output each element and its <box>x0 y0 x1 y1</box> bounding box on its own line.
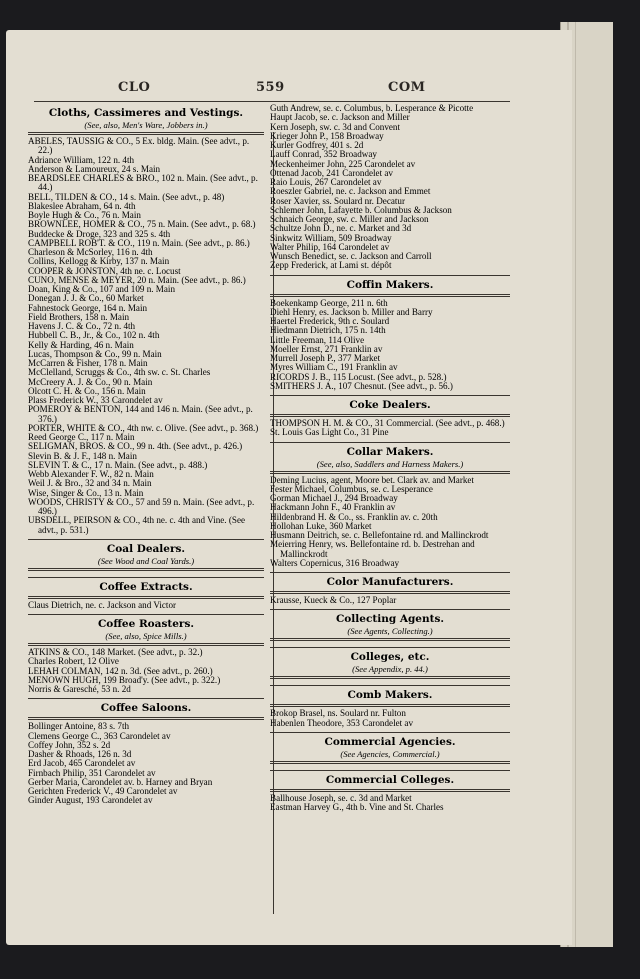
directory-entry: Gerber Maria, Carondelet av. b. Harney and Bryan <box>28 776 213 787</box>
directory-entry: Raio Louis, 267 Carondelet av <box>270 177 382 187</box>
directory-entry: Bollinger Antoine, 83 s. 7th <box>28 721 130 732</box>
section-title: Colleges, etc. <box>350 651 430 664</box>
directory-entry: Habenlen Theodore, 353 Carondelet av <box>270 717 414 728</box>
section-title: Coke Dealers. <box>349 399 431 411</box>
directory-entry: MENOWN HUGH, 199 Broad'y. (See advt., p. 322.) <box>28 674 221 685</box>
directory-entry: Murrell Joseph P., 377 Market <box>270 353 381 363</box>
section-rule <box>270 572 510 573</box>
directory-entry: Krausse, Kueck & Co., 127 Poplar <box>270 595 397 605</box>
directory-entry: Erd Jacob, 465 Carondelet av <box>28 758 136 769</box>
section-comb-makers <box>270 685 510 730</box>
section-double-rule <box>270 761 510 764</box>
directory-entry: Diehl Henry, es. Jackson b. Miller and Barry <box>270 306 433 317</box>
section-title: Coffee Roasters. <box>97 618 195 630</box>
header-left-guide: CLO <box>118 80 151 95</box>
directory-entry: COOPER & JONSTON, 4th ne. c. Locust <box>28 265 181 276</box>
directory-entry: Slevin B. & J. F., 148 n. Main <box>28 450 137 461</box>
section-title: Commercial Agencies. <box>324 735 456 748</box>
section-commercial-agencies <box>270 732 510 768</box>
directory-entry: McCarren & Fisher, 178 n. Main <box>28 358 148 368</box>
directory-entry: Ottenad Jacob, 241 Carondelet av <box>270 167 393 178</box>
directory-entry: RICORDS J. B., 115 Locust. (See advt., p. 528.) <box>270 371 447 382</box>
directory-entry: Myres William C., 191 Franklin av <box>270 362 398 373</box>
directory-entry: Walter Philip, 164 Carondelet av <box>270 241 390 252</box>
directory-entry: Blakeslee Abraham, 64 n. 4th <box>28 200 136 211</box>
section-double-rule <box>270 591 510 594</box>
section-coffin-makers <box>270 275 510 394</box>
directory-entry: Husmann Deitrich, se. c. Bellefontaine rd. and Mallinckrodt <box>270 530 489 540</box>
directory-entry: ATKINS & CO., 148 Market. (See advt., p. 32.) <box>28 647 203 657</box>
section-double-rule <box>270 414 510 417</box>
directory-entry: Boyle Hugh & Co., 76 n. Main <box>28 210 141 220</box>
directory-entry: Meckenheimer John, 225 Carondelet av <box>270 158 416 169</box>
section-rule <box>270 442 510 443</box>
directory-entry: Gorman Michael J., 294 Broadway <box>270 493 398 503</box>
directory-entry: Sinkwitz William, 509 Broadway <box>270 232 392 243</box>
section-coffee-saloons <box>28 698 264 807</box>
section-rule <box>270 609 510 610</box>
directory-entry: Moeller Ernst, 271 Franklin av <box>270 343 383 354</box>
directory-entry: SMITHERS J. A., 107 Chesnut. (See advt., p. 56.) <box>270 380 453 391</box>
directory-entry: Webb Alexander F. W., 82 n. Main <box>28 469 154 479</box>
directory-entry: Deming Lucius, agent, Moore bet. Clark av. and Market <box>270 474 474 485</box>
section-collar-makers <box>270 442 510 571</box>
page-number: 559 <box>256 80 285 95</box>
directory-entry: BELL, TILDEN & CO., 14 s. Main. (See advt., p. 48) <box>28 191 225 202</box>
section-cross-reference: (See Agencies, Commercial.) <box>340 748 440 759</box>
section-rule <box>28 698 264 699</box>
section-title: Commercial Colleges. <box>325 773 455 786</box>
section-rule <box>270 395 510 396</box>
directory-entry: CUNO, MENSE & MEYER, 20 n. Main. (See advt., p. 86.) <box>28 274 246 285</box>
directory-entry: Kern Joseph, sw. c. 3d and Convent <box>270 121 400 132</box>
directory-entry: SLEVIN T. & C., 17 n. Main. (See advt., p. 488.) <box>28 459 208 470</box>
directory-entry: Walters Copernicus, 316 Broadway <box>270 557 400 568</box>
section-cross-reference: (See, also, Men's Ware, Jobbers in.) <box>84 120 208 130</box>
section-title: Cloths, Cassimeres and Vestings. <box>48 107 244 119</box>
section-coffee-extracts <box>28 577 264 612</box>
section-coffee-roasters <box>28 614 264 696</box>
directory-entry: Dasher & Rhoads, 126 n. 3d <box>28 749 132 759</box>
directory-entry: UBSDELL, PEIRSON & CO., 4th ne. c. 4th and Vine. (See advt., p. 531.) <box>28 515 246 535</box>
directory-entry: THOMPSON H. M. & CO., 31 Commercial. (See advt., p. 468.) <box>270 418 505 428</box>
section-double-rule <box>270 471 510 474</box>
section-double-rule <box>28 568 264 571</box>
directory-entry: POMEROY & BENTON, 144 and 146 n. Main. (See advt., p. 376.) <box>28 404 253 424</box>
section-collecting-agents <box>270 609 510 645</box>
directory-entry: Wise, Singer & Co., 13 n. Main <box>28 487 144 498</box>
directory-entry: Brokop Brasel, ns. Soulard nr. Fulton <box>270 708 406 719</box>
section-title: Color Manufacturers. <box>326 576 454 588</box>
section-title: Coffee Extracts. <box>99 580 193 593</box>
section-coal-dealers <box>28 539 264 575</box>
section-double-rule <box>270 638 510 641</box>
section-cross-reference: (See Wood and Coal Yards.) <box>97 555 195 566</box>
section-double-rule <box>270 789 510 792</box>
directory-entry: Ballhouse Joseph, se. c. 3d and Market <box>270 792 412 803</box>
directory-entry: Hubbell C. B., Jr., & Co., 102 n. 4th <box>28 330 160 341</box>
directory-entry: ABELES, TAUSSIG & CO., 5 Ex. bldg. Main. (See advt., p. 22.) <box>28 136 250 156</box>
section-rule <box>270 732 510 733</box>
directory-entry: Little Freeman, 114 Olive <box>270 334 365 345</box>
section-double-rule <box>28 643 264 646</box>
directory-entry: St. Louis Gas Light Co., 31 Pine <box>270 427 389 438</box>
directory-entry: Wunsch Benedict, se. c. Jackson and Carroll <box>270 251 432 261</box>
section-double-rule <box>270 294 510 297</box>
directory-entry: Field Brothers, 158 n. Main <box>28 311 130 322</box>
directory-entry: Guth Andrew, se. c. Columbus, b. Lesperance & Picotte <box>270 103 474 113</box>
directory-entry: Lucas, Thompson & Co., 99 n. Main <box>28 348 162 359</box>
section-title: Coal Dealers. <box>106 542 186 555</box>
section-double-rule <box>270 676 510 679</box>
directory-entry: Haertel Frederick, 9th c. Soulard <box>270 316 390 326</box>
section-title: Coffin Makers. <box>346 278 434 291</box>
directory-entry: CAMPBELL ROB'T. & CO., 119 n. Main. (See advt., p. 86.) <box>28 237 250 248</box>
directory-entry: Clemens George C., 363 Carondelet av <box>28 730 171 741</box>
directory-entry: Lauff Conrad, 352 Broadway <box>270 149 377 160</box>
directory-entry: Hackmann John F., 40 Franklin av <box>270 502 396 513</box>
section-cross-reference: (See, also, Saddlers and Harness Makers.) <box>316 458 464 469</box>
section-colleges-etc <box>270 647 510 683</box>
directory-entry: Collins, Kellogg & Kirby, 137 n. Main <box>28 256 170 267</box>
directory-entry: WOODS, CHRISTY & CO., 57 and 59 n. Main. (See advt., p. 496.) <box>28 496 255 516</box>
section-double-rule <box>28 132 264 135</box>
directory-entry: Schlemer John, Lafayette b. Columbus & Jackson <box>270 204 452 215</box>
directory-entry: Charleson & McSorley, 116 n. 4th <box>28 247 153 257</box>
section-title: Coffee Saloons. <box>100 702 192 715</box>
directory-entry: Doan, King & Co., 107 and 109 n. Main <box>28 284 176 294</box>
directory-entry: Hollohan Luke, 360 Market <box>270 520 372 531</box>
directory-entry: Weil J. & Bro., 32 and 34 n. Main <box>28 478 152 489</box>
directory-entry: Hiedmann Dietrich, 175 n. 14th <box>270 325 386 336</box>
directory-entry: Krieger John P., 158 Broadway <box>270 130 384 141</box>
directory-entry: Anderson & Lamoureux, 24 s. Main <box>28 163 161 174</box>
directory-entry: Haupt Jacob, se. c. Jackson and Miller <box>270 112 410 123</box>
directory-entry: Zepp Frederick, at Lami st. dépôt <box>270 260 392 271</box>
section-rule <box>28 577 264 578</box>
section-rule <box>270 770 510 771</box>
section-double-rule <box>28 717 264 720</box>
directory-entry: Eastman Harvey G., 4th b. Vine and St. Charles <box>270 802 444 812</box>
directory-entry: Boekenkamp George, 211 n. 6th <box>270 297 388 308</box>
directory-entry: Charles Robert, 12 Olive <box>28 656 119 667</box>
directory-entry: Havens J. C. & Co., 72 n. 4th <box>28 321 136 331</box>
directory-entry: Gerichten Frederick V., 49 Carondelet av <box>28 786 178 796</box>
section-cross-reference: (See Appendix, p. 44.) <box>352 664 428 675</box>
directory-entry: Fahnestock George, 164 n. Main <box>28 302 148 313</box>
section-rule <box>28 614 264 615</box>
directory-entry: Kelly & Harding, 46 n. Main <box>28 339 134 350</box>
directory-entry: SELIGMAN, BROS. & CO., 99 n. 4th. (See advt., p. 426.) <box>28 441 243 452</box>
section-rule <box>270 647 510 648</box>
directory-entry: Meierring Henry, ws. Bellefontaine rd. b. Destrehan and Mallinckrodt <box>270 539 475 559</box>
section-double-rule <box>270 704 510 707</box>
directory-entry: Kurler Godfrey, 401 s. 2d <box>270 140 364 150</box>
directory-entry: BEARDSLEE CHARLES & BRO., 102 n. Main. (See advt., p. 44.) <box>28 173 258 193</box>
directory-entry: McCreery A. J. & Co., 90 n. Main <box>28 376 153 387</box>
directory-entry: BROWNLEE, HOMER & CO., 75 n. Main. (See advt., p. 68.) <box>28 219 256 230</box>
directory-entry: Roser Xavier, ss. Soulard nr. Decatur <box>270 195 405 206</box>
directory-entry: Schnaich George, sw. c. Miller and Jackson <box>270 214 429 224</box>
left-column <box>28 104 264 808</box>
directory-entry: LEHAH COLMAN, 142 n. 3d. (See advt., p. 260.) <box>28 665 213 676</box>
directory-entry: Fester Michael, Columbus, se. c. Lesperance <box>270 483 433 494</box>
section-coke-dealers <box>270 395 510 440</box>
section-title: Comb Makers. <box>347 689 433 702</box>
directory-entry: Reed George C., 117 n. Main <box>28 432 135 442</box>
directory-entry: PORTER, WHITE & CO., 4th nw. c. Olive. (See advt., p. 368.) <box>28 422 259 433</box>
section-double-rule <box>28 596 264 599</box>
directory-entry: McClelland, Scruggs & Co., 4th sw. c. St. Charles <box>28 367 211 378</box>
header-right-guide: COM <box>388 80 426 95</box>
directory-entry: Plass Frederick W., 33 Carondelet av <box>28 395 163 405</box>
section-cloths-cassimeres-and-vestings <box>28 106 264 537</box>
directory-entry: Buddecke & Droge, 323 and 325 s. 4th <box>28 228 171 239</box>
directory-entry: Claus Dietrich, ne. c. Jackson and Victor <box>28 599 177 610</box>
directory-entry: Hildenbrand H. & Co., ss. Franklin av. c. 20th <box>270 511 438 522</box>
section-color-manufacturers <box>270 572 510 607</box>
directory-entry: Firnbach Philip, 351 Carondelet av <box>28 767 156 778</box>
section-continued <box>270 104 510 273</box>
header-rule <box>34 101 510 102</box>
directory-entry: Schultze John D., ne. c. Market and 3d <box>270 223 412 234</box>
directory-entry: Norris & Garesché, 53 n. 2d <box>28 684 131 694</box>
section-title: Collecting Agents. <box>335 613 445 626</box>
section-title: Collar Makers. <box>346 445 434 458</box>
section-rule <box>270 275 510 276</box>
directory-entry: Roeszler Gabriel, ne. c. Jackson and Emmet <box>270 186 431 197</box>
section-commercial-colleges <box>270 770 510 815</box>
section-cross-reference: (See Agents, Collecting.) <box>347 626 433 637</box>
directory-entry: Olcott C. H. & Co., 156 n. Main <box>28 385 146 396</box>
section-cross-reference: (See, also, Spice Mills.) <box>105 631 187 641</box>
directory-entry: Coffey John, 352 s. 2d <box>28 739 111 750</box>
section-rule <box>28 539 264 540</box>
directory-entry: Ginder August, 193 Carondelet av <box>28 795 153 806</box>
section-rule <box>270 685 510 686</box>
right-column <box>270 104 510 814</box>
directory-entry: Donegan J. J. & Co., 60 Market <box>28 293 144 304</box>
directory-entry: Adriance William, 122 n. 4th <box>28 154 135 165</box>
